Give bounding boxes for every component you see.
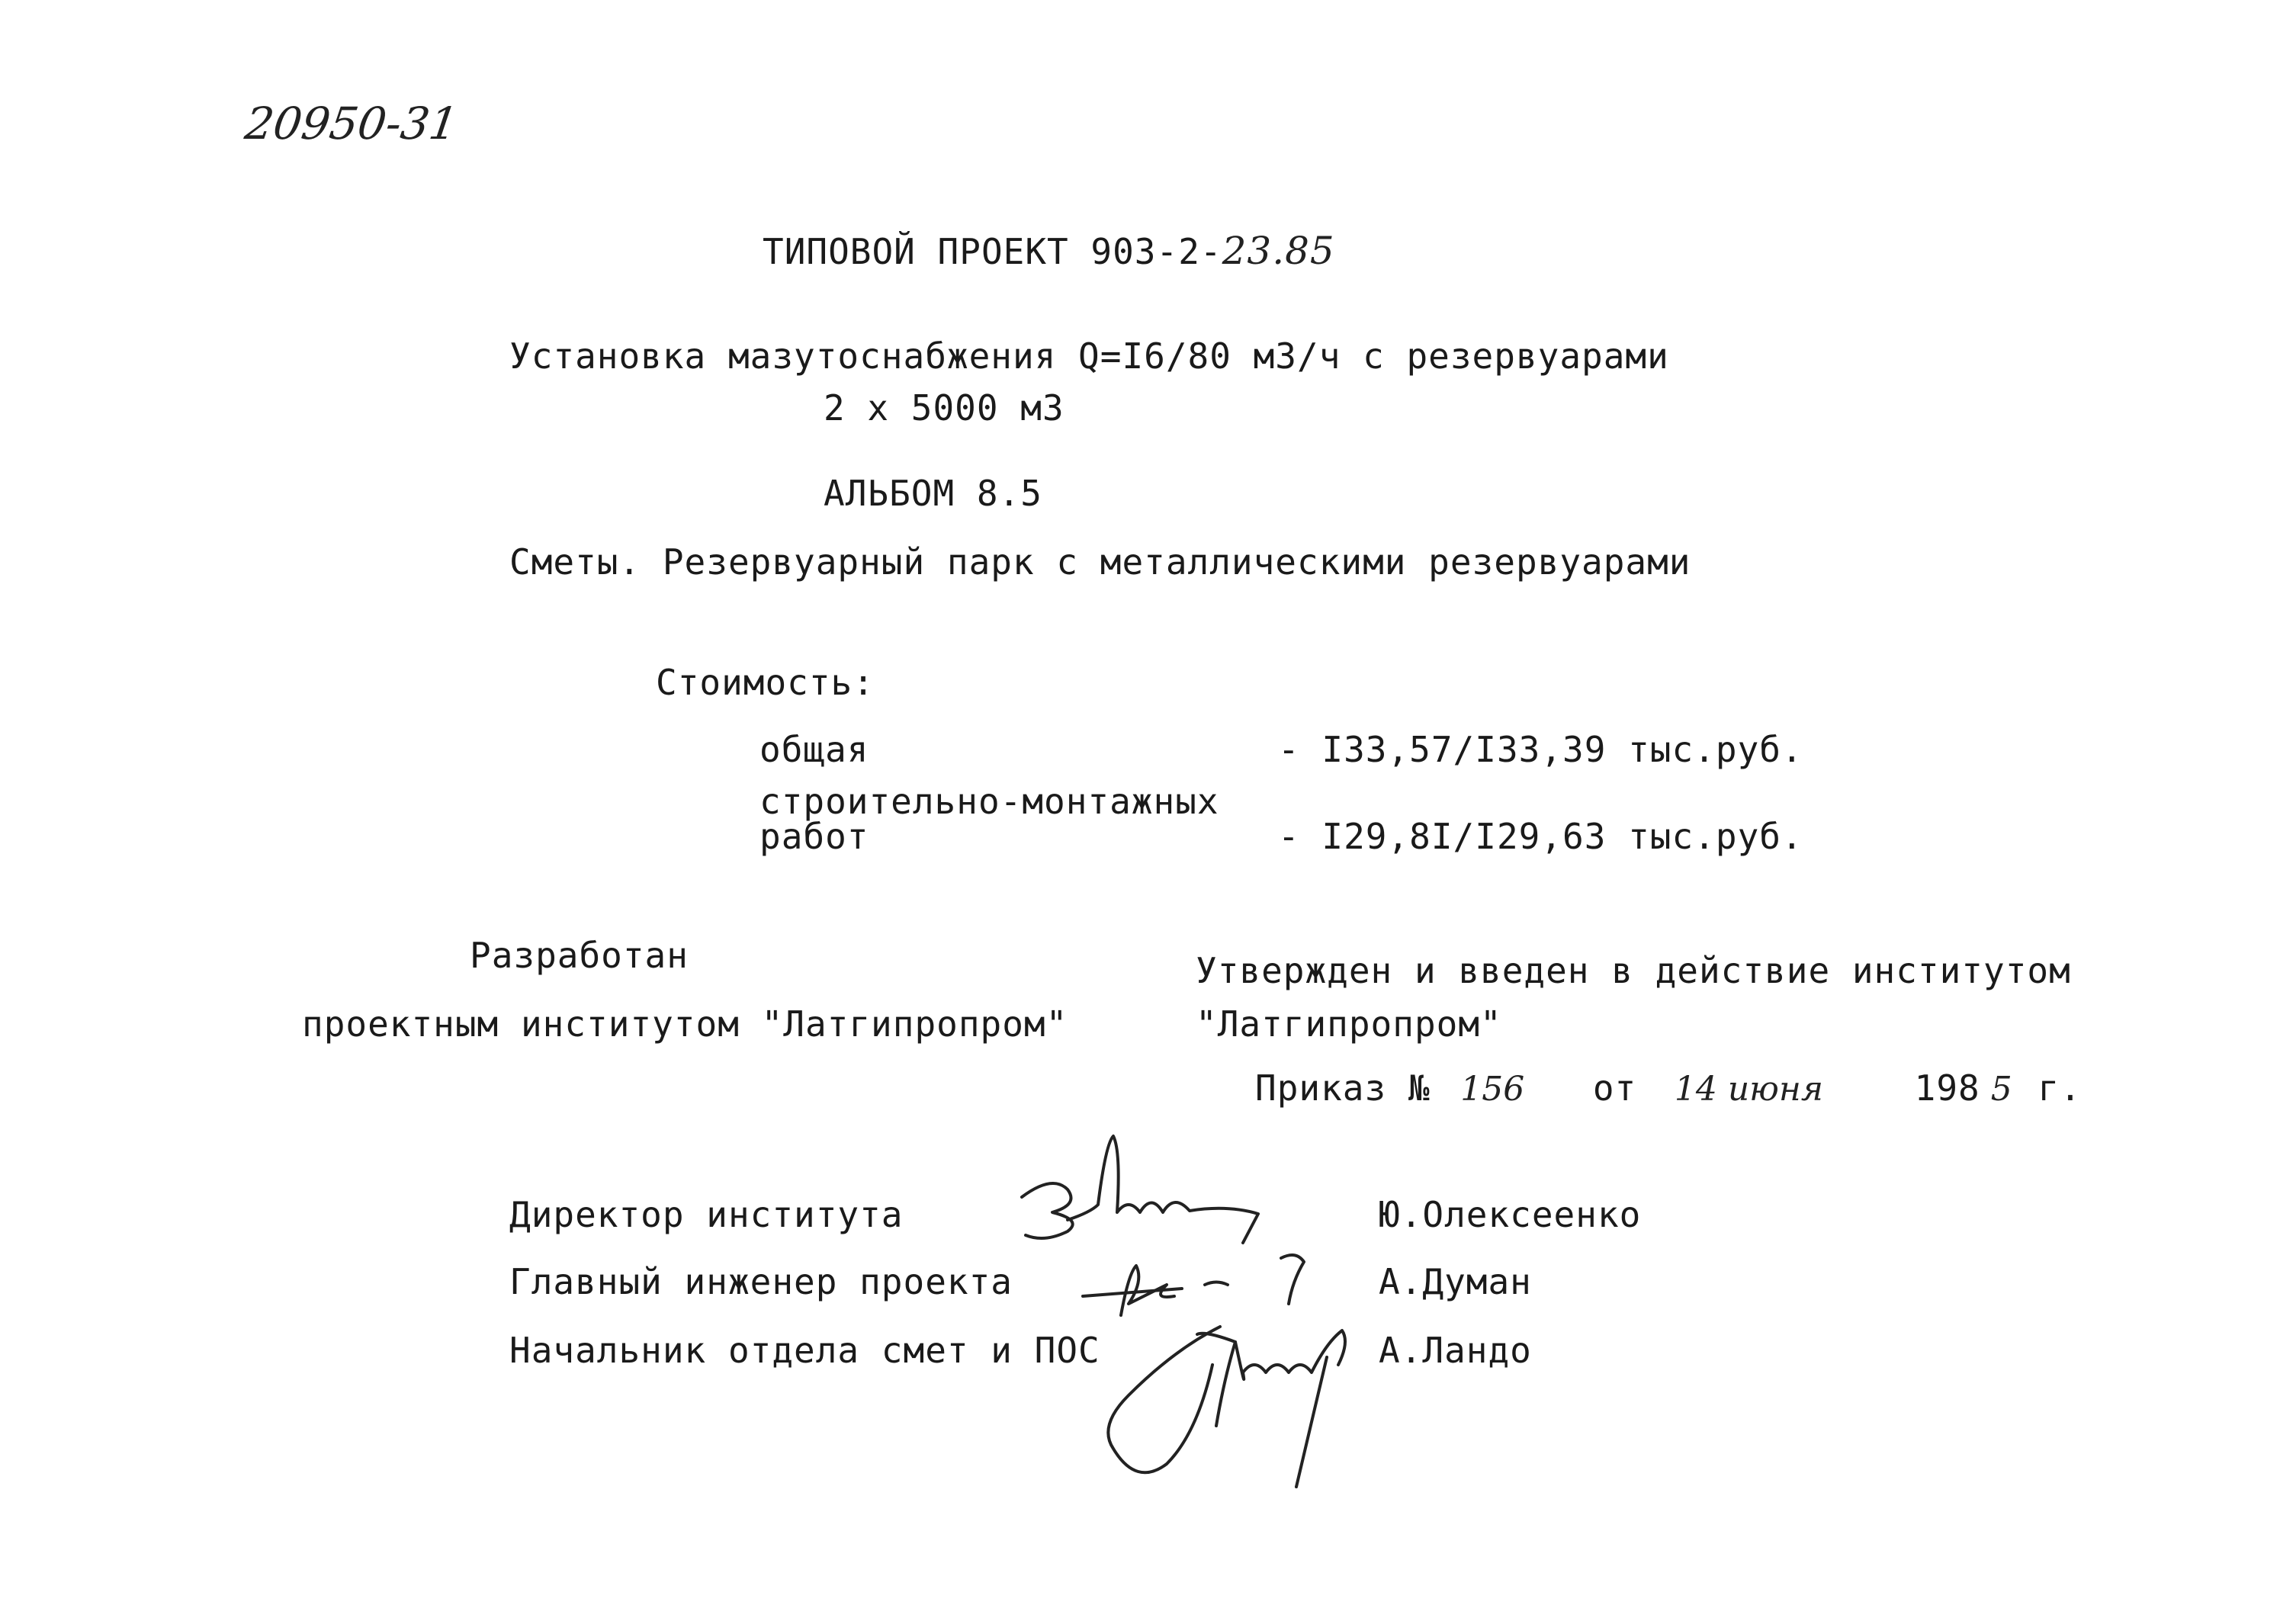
subject-line-1: Установка мазутоснабжения Q=I6/80 м3/ч с резервуарами (509, 335, 1669, 377)
order-date: 14 июня (1674, 1070, 1824, 1109)
cost-total-value: - I33,57/I33,39 тыс.руб. (1278, 729, 1803, 770)
approved-line-2: "Латгипропром" (1196, 1003, 1502, 1045)
cost-construction-label-2: работ (759, 816, 869, 857)
order-year-suffix: г. (2037, 1067, 2082, 1109)
album-title: Сметы. Резервуарный парк с металлическими резервуарами (509, 541, 1691, 583)
signatory-name-chief-engineer: А.Думан (1379, 1261, 1532, 1302)
cost-total-label: общая (759, 729, 869, 770)
signatory-name-estimates-head: А.Ландо (1379, 1330, 1532, 1371)
order-number: 156 (1460, 1070, 1525, 1109)
cost-construction-label-1: строительно-монтажных (759, 781, 1219, 822)
document-title (763, 229, 1335, 273)
signatory-name-director: Ю.Олексеенко (1379, 1194, 1642, 1235)
approved-line-1: Утвержден и введен в действие институтом (1196, 950, 2071, 991)
cost-heading: Стоимость: (656, 662, 875, 703)
cost-construction-value: - I29,8I/I29,63 тыс.руб. (1278, 816, 1803, 857)
developed-label: Разработан (470, 935, 689, 976)
signatory-role-director: Директор института (509, 1194, 904, 1235)
order-label: Приказ № (1255, 1067, 1431, 1109)
developed-institute: проектным институтом "Латгипропром" (302, 1003, 1068, 1045)
order-year-printed: 198 (1914, 1067, 1980, 1109)
title-printed: ТИПОВОЙ ПРОЕКТ 903-2- (763, 231, 1222, 272)
order-line (1255, 1067, 2082, 1121)
subject-line-2: 2 х 5000 м3 (824, 387, 1065, 429)
signature-estimates-head (1083, 1311, 1403, 1510)
order-year-handwritten: 5 (1990, 1070, 2012, 1109)
title-handwritten: 23.85 (1222, 229, 1335, 273)
signatory-role-chief-engineer: Главный инженер проекта (509, 1261, 1013, 1302)
order-from-label: от (1592, 1067, 1637, 1109)
signatory-role-estimates-head: Начальник отдела смет и ПОС (509, 1330, 1100, 1371)
inventory-number: 20950-31 (242, 98, 461, 149)
signature-director (1007, 1128, 1296, 1258)
album-number: АЛЬБОМ 8.5 (824, 473, 1042, 514)
